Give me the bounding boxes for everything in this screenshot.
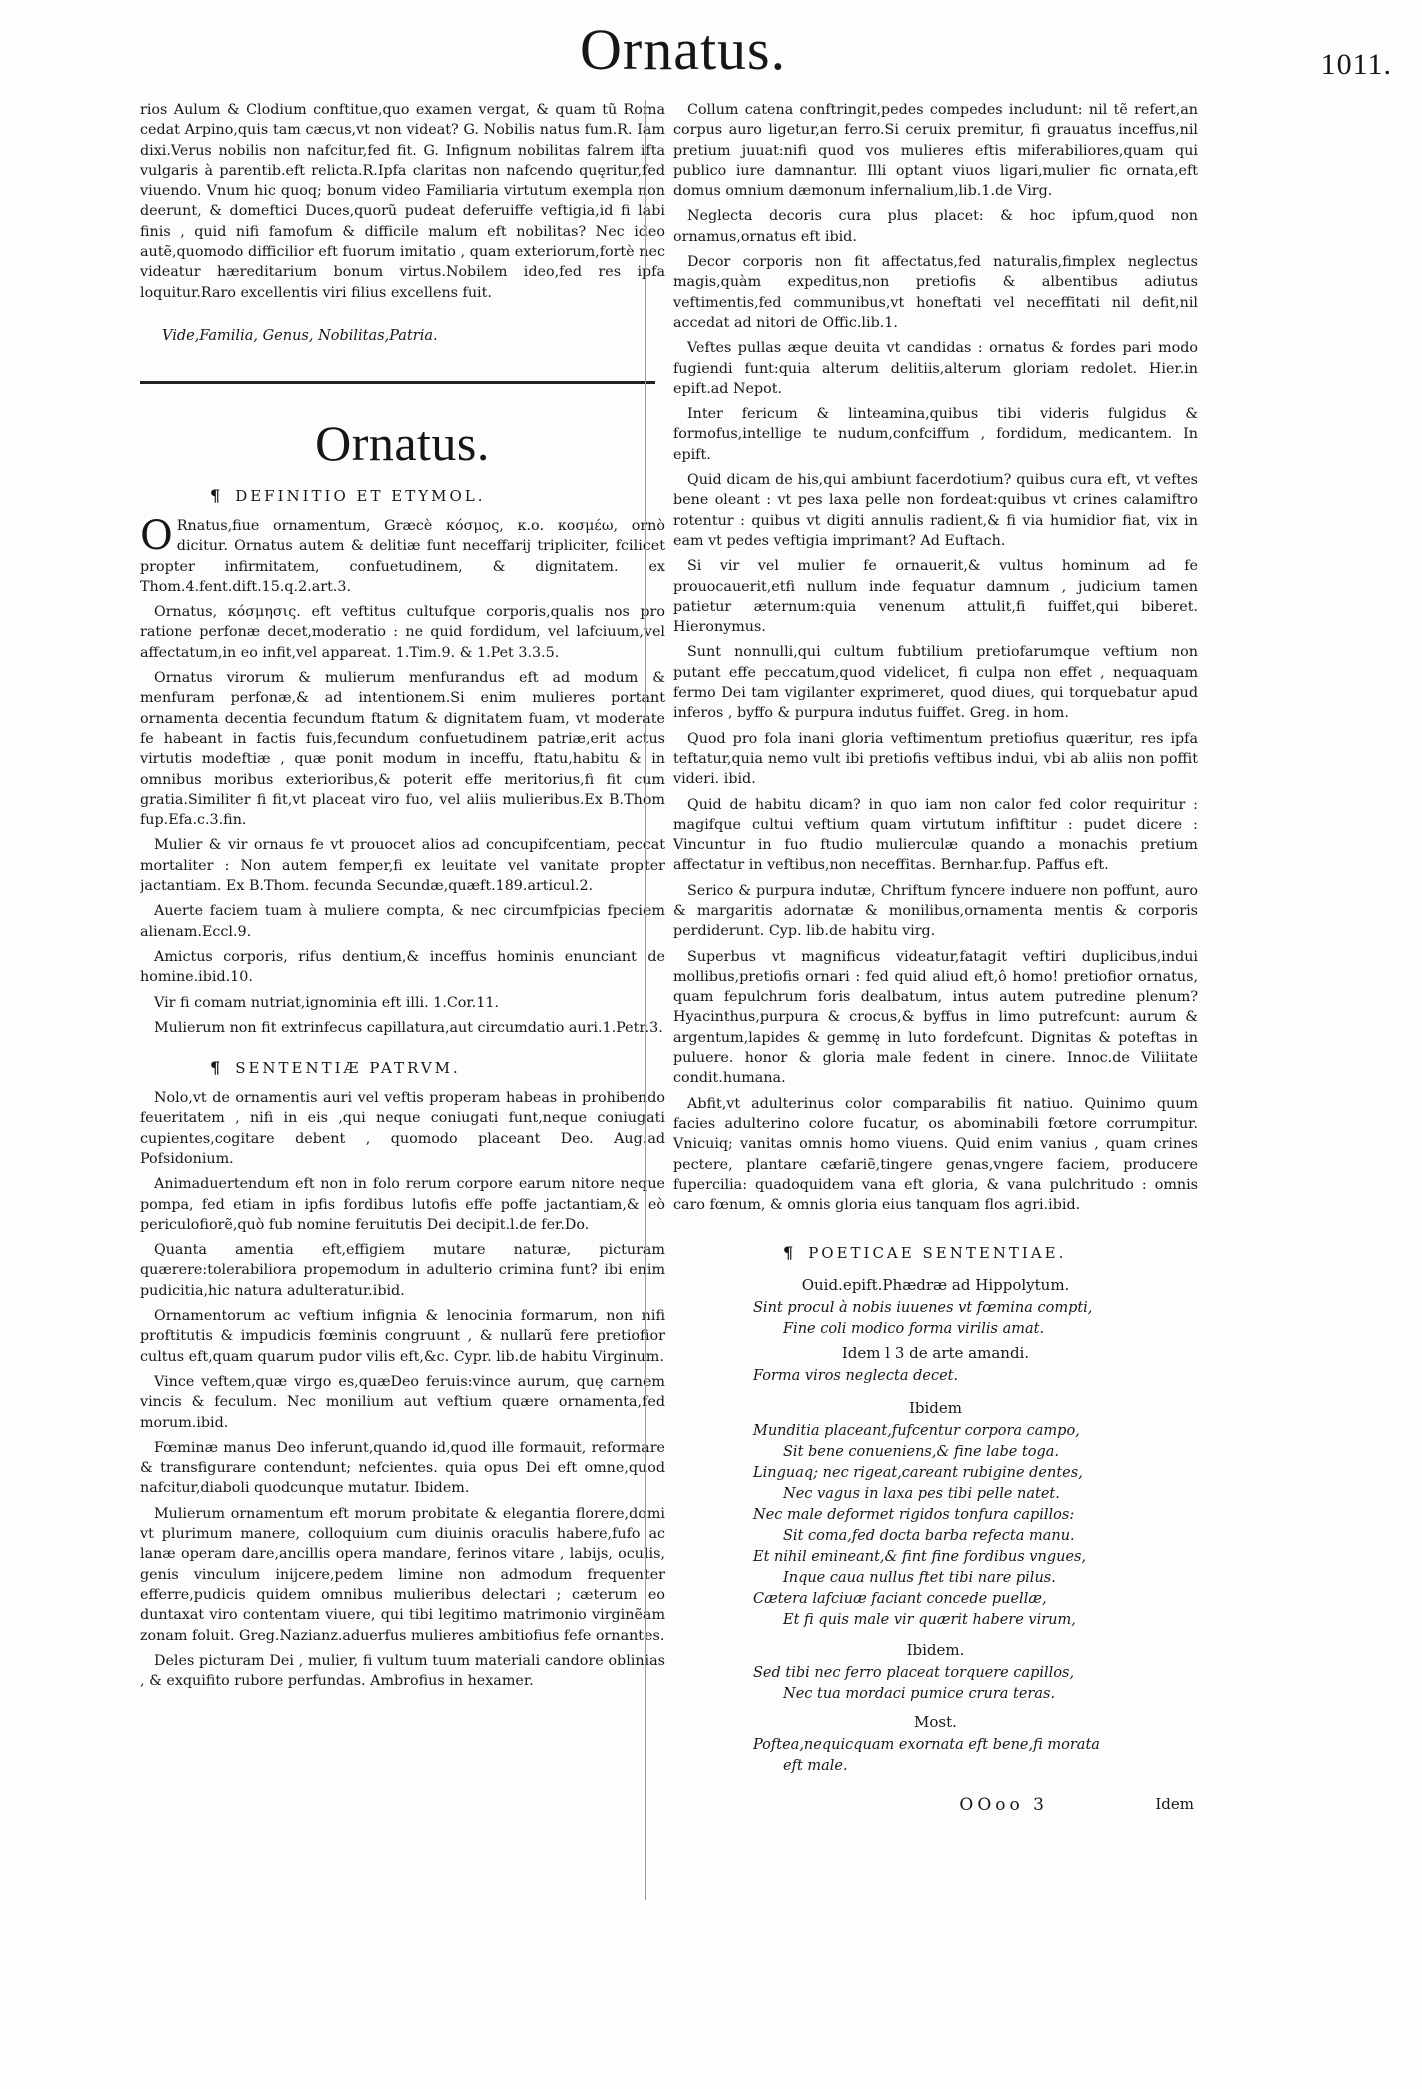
poetic-source: Ibidem [908, 1399, 963, 1418]
right-paragraph: Si vir vel mulier fe ornauerit,& vultus hominum ad fe prouocauerit,etfi nullum inde fequatur damnum , judicium tamen patietur æternum:quia venenum attulit,fi fuiffet,qui biberet. Hieronymus. [673, 558, 1198, 636]
fathers-paragraph: Fœminæ manus Deo inferunt,quando id,quod ille formauit, reformare & transfigurare contendunt; nefcientes. quia opus Dei eft omne,quod nafcitur,diaboli quodcunque mutatur. Ibidem. [140, 1439, 665, 1497]
poetic-source: Idem l 3 de arte amandi. [841, 1344, 1030, 1363]
fathers-paragraph: Animaduertendum eft non in folo rerum corpore earum nitore neque pompa, fed etiam in ipfis fordibus lutofis effe poffe jactantiam,& eò periculofiorẽ,quò fub nomine feruitutis Dei decipit.l.de fer.Do. [140, 1176, 665, 1233]
verse-line: Sed tibi nec ferro placeat torquere capillos, [753, 1665, 1075, 1682]
definition-paragraph: Ornatus, κόσμησις. eft veftitus cultufque corporis,qualis nos pro ratione perfonæ decet,moderatio : ne quid fordidum, vel lafciuum,vel affectatum,in eo infit,vel appareat. 1.Tim.9. & 1.Pet 3.3.5. [140, 604, 665, 661]
signature-mark: OOoo 3 [959, 1795, 1048, 1816]
right-paragraph: Inter fericum & linteamina,quibus tibi videris fulgidus & formofus,intellige te nudum,confciffum , fordidum, medicantem. In epift. [673, 406, 1198, 463]
left-column [140, 100, 665, 2060]
drop-cap-o: O [140, 512, 173, 559]
definition-paragraph: Ornatus virorum & mulierum menfurandus eft ad modum & menfuram perfonæ,& ad intentionem.Si enim mulieres portant ornamenta decentia fecundum ftatum & dignitatem fuam, vt moderate fe habeant in factis fuis,fecundum confuetudinem patriæ,erit actus virtutis modeftiæ , quæ ponit modum in inceffu, ftatu,habitu & in omnibus moribus exterioribus,& poterit effe meritorius,fi fit cum gratia.Similiter fi fit,vt placeat viro fuo, vel aliis mulieribus.Ex B.Thom fup.Efa.c.3.fin. [140, 670, 665, 829]
section-divider [140, 381, 655, 384]
verse-line: Cætera lafciuæ faciant concede puellæ, [753, 1591, 1047, 1608]
definition-paragraph: Auerte faciem tuam à muliere compta, & nec circumfpicias fpeciem alienam.Eccl.9. [140, 903, 665, 940]
continuation-paragraph: rios Aulum & Clodium conftitue,quo examen vergat, & quam tũ Roma cedat Arpino,quis tam cæcus,vt non videat? G. Nobilis natus fum.R. Iam dixi.Verus nobilis non nafcitur,fed fit. G. Infignum nobilitas falrem ifta vulgaris à parentib.eft relicta.R.Ipfa claritas non nafcendo quęritur,fed viuendo. Vnum hic quoq; bonum video Familiaria virtutum exempla non deerunt, & domeftici Duces,quorũ pudeat deferuiffe veftigia,id fi labi finis , quid nifi famofum & difficile malum eft nobilitas? Nec ideo autẽ,quomodo difficilior eft fuorum imitatio , quam exteriorum,fortè nec videatur hæreditarium bonum virtus.Nobilem ideo,fed res ipfa loquitur.Raro excellentis viri filius excellens fuit. [140, 102, 665, 301]
definition-paragraph: Mulier & vir ornaus fe vt prouocet alios ad concupifcentiam, peccat mortaliter : Non autem femper,fi ex leuitate vel vanitate propter jactantiam. Ex B.Thom. fecunda Secundæ,quæft.189.articul.2. [140, 837, 665, 895]
fathers-paragraph: Ornamentorum ac veftium infignia & lenocinia formarum, non nifi proftitutis & impudicis fœminis congruunt , & nullarũ fere pretiofior cultus eft,quam quarum pudor vilis eft,&c. Cypr. lib.de habitu Virginum. [140, 1308, 665, 1365]
fathers-paragraph: Quanta amentia eft,effigiem mutare naturæ, picturam quærere:tolerabiliora propemodum in adulterio crimina funt? ibi enim pudicitia,hic natura adulteratur.ibid. [140, 1242, 665, 1299]
fathers-heading: ¶ SENTENTIÆ PATRVM. [210, 1058, 461, 1078]
poetic-source: Ouid.epift.Phædræ ad Hippolytum. [801, 1276, 1070, 1295]
verse-line: Inque caua nullus ftet tibi nare pilus. [783, 1570, 1056, 1587]
verse-line: Et nihil emineant,& fint fine fordibus vngues, [753, 1549, 1087, 1566]
fathers-paragraph: Deles picturam Dei , mulier, fi vultum tuum materiali candore oblinias , & exquifito rubore perfundas. Ambrofius in hexamer. [140, 1652, 665, 1690]
fathers-paragraph: Nolo,vt de ornamentis auri vel veftis properam habeas in prohibendo feueritatem , nifi in eis ,qui neque coniugati funt,neque coniugati cupientes,cogitare debent , quomodo placeant Deo. Aug.ad Pofsidonium. [140, 1090, 665, 1167]
verse-line: Fine coli modico forma virilis amat. [783, 1321, 1045, 1338]
verse-line: Sint procul à nobis iuuenes vt fœmina compti, [753, 1300, 1093, 1317]
verse-line: Nec male deformet rigidos tonfura capillos: [753, 1507, 1075, 1524]
verse-line: Linguaq; nec rigeat,careant rubigine dentes, [753, 1465, 1083, 1482]
verse-line: Nec tua mordaci pumice crura teras. [783, 1686, 1056, 1703]
right-paragraph: Quid de habitu dicam? in quo iam non calor fed color requiritur : magifque cultui veftium quam virtutum infiftitur : pudet dicere : Vincuntur in fuo ftudio mulierculæ quando a monachis pretium affectatur in veftibus,non neceffitas. Bernhar.fup. Paffus eft. [673, 796, 1198, 874]
verse-line: Poftea,nequicquam exornata eft bene,fi morata [753, 1737, 1100, 1754]
verse-line: Sit bene conueniens,& fine labe toga. [783, 1444, 1060, 1461]
right-paragraph: Superbus vt magnificus videatur,fatagit veftiri duplicibus,indui mollibus,pretiofis ornari : fed quid aliud eft,ô homo! pretiofior ornatus, quam fepulchrum foris dealbatum, intus autem putredine plenum? Hyacinthus,purpura & crocus,& byffus in limo putrefcunt: aurum & argentum,lapides & gemmę in luto fordefcunt. Dignitas & poteftas in puluere. honor & gloria male fedent in cinere. Innoc.de Viliitate condit.humana. [673, 948, 1198, 1087]
section-title: Ornatus. [315, 414, 490, 471]
pilcrow-icon: ¶ [210, 1058, 224, 1078]
poetic-heading: ¶ POETICAE SENTENTIAE. [783, 1243, 1067, 1263]
see-also-line: Vide,Familia, Genus, Nobilitas,Patria. [162, 327, 438, 344]
definition-paragraph: Vir fi comam nutriat,ignominia eft illi. 1.Cor.11. [154, 994, 499, 1011]
poetic-source: Most. [914, 1713, 957, 1732]
verse-line: Forma viros neglecta decet. [753, 1368, 959, 1385]
right-paragraph: Abfit,vt adulterinus color comparabilis fit natiuo. Quinimo quum facies adulterino colore fucatur, os abominabili fœtore corrumpitur. Vnicuiq; vanitas omnis homo viuens. Quid enim vanius , quam crines pectere, plantare cæfariẽ,tingere genas,vngere faciem, producere fupercilia: quadoquidem vana eft gloria, & vana pulchritudo : omnis caro fœnum, & omnis gloria eius tanquam flos agri.ibid. [673, 1095, 1198, 1214]
verse-line: eft male. [783, 1758, 848, 1775]
poetic-source: Ibidem. [906, 1641, 965, 1660]
pilcrow-icon: ¶ [210, 485, 224, 505]
verse-line: Et fi quis male vir quærit habere virum, [783, 1612, 1076, 1629]
running-title: Ornatus. [580, 17, 787, 82]
page-footer [673, 1795, 1198, 1825]
definition-paragraph: Amictus corporis, rifus dentium,& inceffus hominis enunciant de homine.ibid.10. [140, 948, 665, 986]
right-paragraph: Serico & purpura indutæ, Chriftum fyncere induere non poffunt, auro & margaritis adornatæ & monilibus,ornamenta mentis & corporis perdiderunt. Cyp. lib.de habitu virg. [673, 882, 1198, 940]
catchword: Idem [1155, 1795, 1194, 1814]
right-paragraph: Sunt nonnulli,qui cultum fubtilium pretiofarumque veftium non putant effe peccatum,quod videlicet, fi culpa non effet , nequaquam fermo Dei tam vigilanter exprimeret, quod diues, qui torquebatur apud inferos , byffo & purpura indutus fuiffet. Greg. in hom. [673, 644, 1198, 722]
definition-heading: ¶ DEFINITIO ET ETYMOL. [210, 485, 486, 505]
definition-paragraph: Mulierum non fit extrinfecus capillatura,aut circumdatio auri.1.Petr.3. [154, 1019, 663, 1036]
right-paragraph: Quid dicam de his,qui ambiunt facerdotium? quibus cura eft, vt veftes bene oleant : vt pes laxa pelle non fordeat:quibus vt crines calamiftro rotentur : quibus vt digiti annulis radient,& fi via humidior fiat, vix in eam vt pedes veftigia imprimant? Ad Euftach. [673, 472, 1198, 549]
verse-line: Munditia placeant,fufcentur corpora campo, [753, 1423, 1080, 1440]
fathers-paragraph: Vince veftem,quæ virgo es,quæDeo feruis:vince aurum, quę carnem vincis & feculum. Nec monilium aut veftium quære ornamenta,fed morum.ibid. [140, 1373, 665, 1431]
right-paragraph: Neglecta decoris cura plus placet: & hoc ipfum,quod non ornamus,ornatus eft ibid. [673, 208, 1198, 245]
right-paragraph: Collum catena conftringit,pedes compedes includunt: nil tẽ refert,an corpus auro ligetur,an ferro.Si ceruix premitur, fi grauatus inceffus,nil pretium juuat:nifi quod vos mulieres eftis miferabiliores,quam qui publico iure damnantur. Illi optant viuos ligari,mulier fic ornata,eft domus omnium dæmonum infernalium,lib.1.de Virg. [673, 102, 1198, 200]
right-paragraph: Decor corporis non fit affectatus,fed naturalis,fimplex neglectus magis,quàm expeditus,non pretiofis & albentibus adiutus veftimentis,fed communibus,vt honeftati vel neceffitati nil defit,nil accedat ad nitori de Offic.lib.1. [673, 254, 1198, 331]
right-column [673, 100, 1198, 2055]
pilcrow-icon: ¶ [783, 1243, 797, 1263]
right-paragraph: Veftes pullas æque deuita vt candidas : ornatus & fordes pari modo fugiendi funt:quia alterum delitiis,alterum gloriam redolet. Hier.in epift.ad Nepot. [673, 340, 1198, 397]
verse-line: Nec vagus in laxa pes tibi pelle natet. [783, 1486, 1060, 1503]
fathers-paragraph: Mulierum ornamentum eft morum probitate & elegantia florere,domi vt plurimum manere, colloquium cum diuinis oraculis habere,fufo ac lanæ operam dare,ancillis opera mandare, ferinos vitare , labijs, oculis, genis vinculum inijcere,pedem limine non admodum frequenter efferre,pudicis quidem omnibus mulieribus delectari ; cæterum eo duntaxat viro contentam viuere, qui tibi legitimo matrimonio virginẽam zonam foluit. Greg.Nazianz.aduerfus mulieres ambitiofius fefe ornantes. [140, 1505, 665, 1644]
definition-paragraph: Rnatus,fiue ornamentum, Græcè κόσμος, κ.ο. κοσμέω, ornò dicitur. Ornatus autem & delitiæ funt neceffarij tripliciter, fcilicet propter infirmitatem, confuetudinem, & dignitatem. ex Thom.4.fent.dift.15.q.2.art.3. [140, 517, 665, 595]
column-rule [645, 100, 646, 1900]
verse-line: Sit coma,fed docta barba refecta manu. [783, 1528, 1075, 1545]
page-number: 1011. [1320, 48, 1392, 81]
right-paragraph: Quod pro fola inani gloria veftimentum pretiofius quæritur, res ipfa teftatur,quia nemo vult ibi pretiofis veftibus indui, vbi ab aliis non poffit videri. ibid. [673, 730, 1198, 788]
